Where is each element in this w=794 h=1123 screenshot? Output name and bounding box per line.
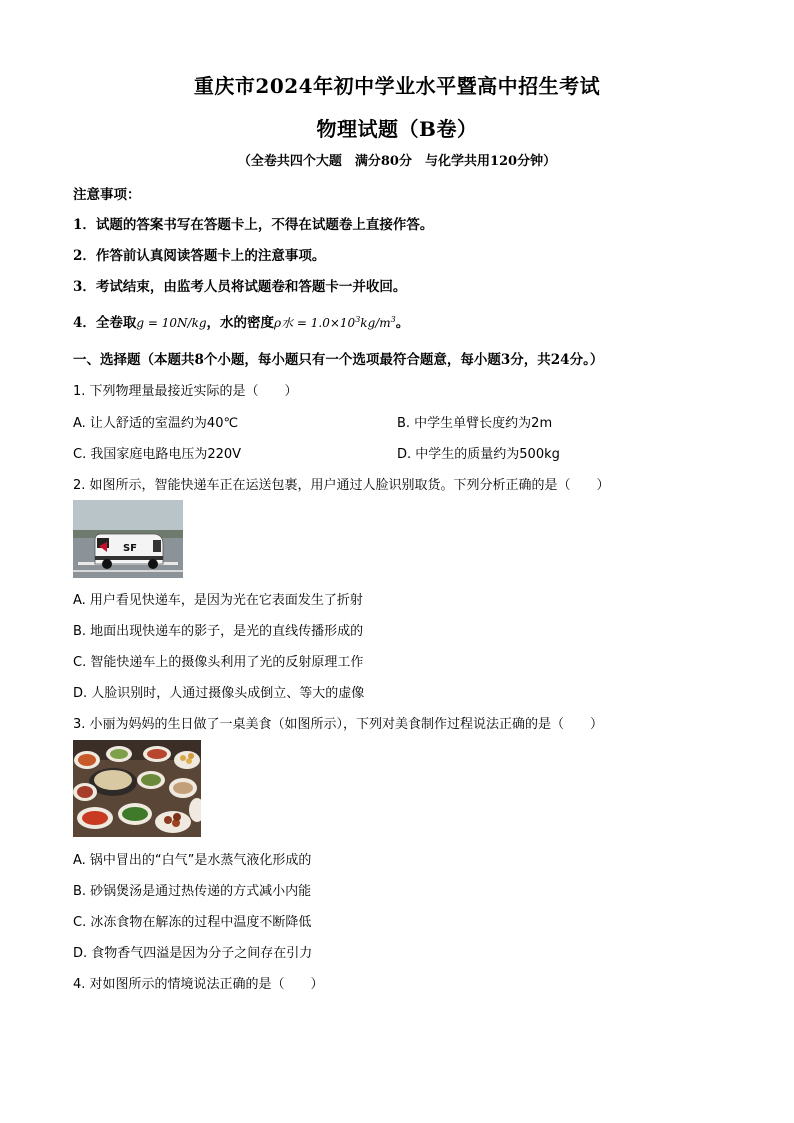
question-2-stem: 2. 如图所示，智能快递车正在运送包裹，用户通过人脸识别取货。下列分析正确的是（ ） [73, 478, 610, 493]
question-2-option-a: A. 用户看见快递车，是因为光在它表面发生了折射 [73, 593, 363, 608]
question-2-option-b: B. 地面出现快递车的影子，是光的直线传播形成的 [73, 624, 364, 639]
exam-title: 重庆市2024年初中学业水平暨高中招生考试 [193, 74, 601, 98]
gravity-constant: g = 10N/kg [136, 316, 207, 330]
note-item-4-end: 。 [395, 315, 410, 331]
question-1-option-d: D. 中学生的质量约为500kg [397, 447, 560, 462]
question-2-option-d: D. 人脸识别时，人通过摄像头成倒立、等大的虚像 [73, 686, 365, 701]
section-heading: 一、选择题（本题共8个小题，每小题只有一个选项最符合题意，每小题3分，共24分。） [73, 352, 604, 368]
birthday-food-photo [73, 740, 201, 837]
question-3-option-c: C. 冰冻食物在解冻的过程中温度不断降低 [73, 915, 312, 930]
question-1-option-a: A. 让人舒适的室温约为40℃ [73, 416, 239, 431]
food-table-illustration [73, 740, 201, 837]
question-3-option-a: A. 锅中冒出的“白气”是水蒸气液化形成的 [73, 853, 312, 868]
note-item-4 [73, 311, 409, 331]
question-4-stem: 4. 对如图所示的情境说法正确的是（ ） [73, 977, 324, 992]
question-3-option-b: B. 砂锅煲汤是通过热传递的方式减小内能 [73, 884, 312, 899]
delivery-vehicle-photo [73, 500, 183, 578]
question-1-option-b: B. 中学生单臂长度约为2m [397, 416, 553, 431]
exam-subtitle: 物理试题（B卷） [316, 117, 478, 141]
density-exponent: 3 [355, 315, 361, 324]
question-1-stem: 1. 下列物理量最接近实际的是（ ） [73, 384, 298, 399]
question-3-option-d: D. 食物香气四溢是因为分子之间存在引力 [73, 946, 313, 961]
density-unit-exponent: 3 [390, 315, 396, 324]
exam-info: （全卷共四个大题 满分80分 与化学共用120分钟） [237, 154, 557, 169]
delivery-vehicle-illustration [73, 500, 183, 578]
question-2-option-c: C. 智能快递车上的摄像头利用了光的反射原理工作 [73, 655, 364, 670]
water-density-formula [274, 316, 396, 330]
question-1-option-c: C. 我国家庭电路电压为220V [73, 447, 242, 462]
note-item-4-prefix: 4．全卷取 [73, 315, 137, 331]
notes-heading: 注意事项： [73, 187, 141, 203]
note-item-4-mid: ，水的密度 [206, 315, 275, 331]
question-3-stem: 3. 小丽为妈妈的生日做了一桌美食（如图所示），下列对美食制作过程说法正确的是（ ） [73, 717, 604, 732]
note-item-3: 3．考试结束，由监考人员将试题卷和答题卡一并收回。 [73, 279, 407, 295]
density-value: ρ水 = 1.0×10 [274, 316, 356, 330]
density-unit: kg/m [360, 316, 391, 330]
note-item-1: 1．试题的答案书写在答题卡上，不得在试题卷上直接作答。 [73, 217, 434, 233]
note-item-2: 2．作答前认真阅读答题卡上的注意事项。 [73, 248, 326, 264]
sf-logo-text: SF [122, 543, 138, 554]
